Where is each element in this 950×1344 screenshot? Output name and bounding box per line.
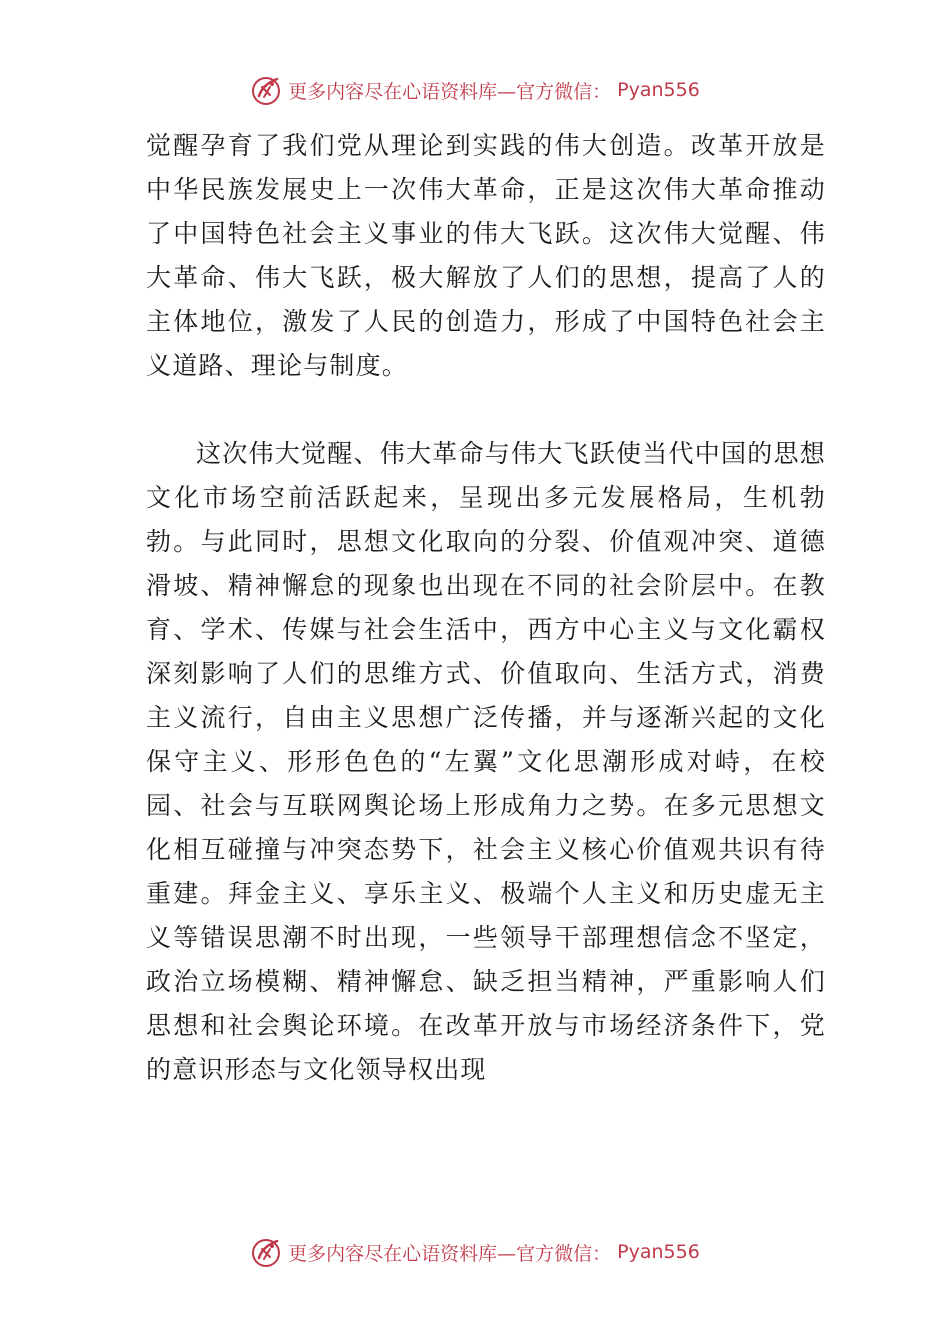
document-body — [146, 124, 826, 1092]
brand-logo-icon — [250, 74, 282, 106]
brand-logo-icon — [250, 1236, 282, 1268]
paragraph-1: 觉醒孕育了我们党从理论到实践的伟大创造。改革开放是中华民族发展史上一次伟大革命，正是这次伟大革命推动了中国特色社会主义事业的伟大飞跃。这次伟大觉醒、伟大革命、伟大飞跃，极大解放了人们的思想，提高了人的主体地位，激发了人民的创造力，形成了中国特色社会主义道路、理论与制度。 — [146, 131, 826, 380]
paragraph-spacer — [146, 388, 826, 432]
wechat-id: Pyan556 — [617, 1241, 700, 1263]
footer-watermark — [0, 1236, 950, 1268]
watermark-text: 更多内容尽在心语资料库—官方微信： — [288, 80, 612, 103]
wechat-id: Pyan556 — [617, 79, 700, 101]
header-watermark — [0, 74, 950, 106]
paragraph-2: 这次伟大觉醒、伟大革命与伟大飞跃使当代中国的思想文化市场空前活跃起来，呈现出多元发展格局，生机勃勃。与此同时，思想文化取向的分裂、价值观冲突、道德滑坡、精神懈怠的现象也出现在不同的社会阶层中。在教育、学术、传媒与社会生活中，西方中心主义与文化霸权深刻影响了人们的思维方式、价值取向、生活方式，消费主义流行，自由主义思想广泛传播，并与逐渐兴起的文化保守主义、形形色色的“左翼”文化思潮形成对峙，在校园、社会与互联网舆论场上形成角力之势。在多元思想文化相互碰撞与冲突态势下，社会主义核心价值观共识有待重建。拜金主义、享乐主义、极端个人主义和历史虚无主义等错误思潮不时出现，一些领导干部理想信念不坚定，政治立场模糊、精神懈怠、缺乏担当精神，严重影响人们思想和社会舆论环境。在改革开放与市场经济条件下，党的意识形态与文化领导权出现 — [146, 439, 826, 1084]
watermark-text: 更多内容尽在心语资料库—官方微信： — [288, 1242, 612, 1265]
